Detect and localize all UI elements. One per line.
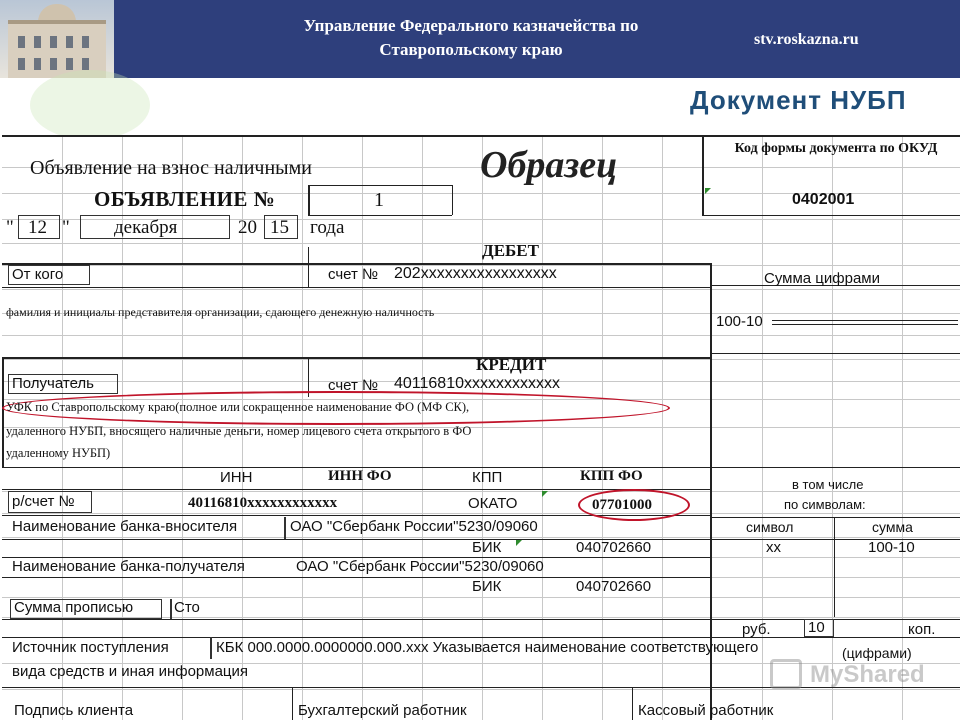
debit-account-label: счет № — [328, 266, 379, 283]
date-year: 15 — [270, 217, 289, 238]
recipient-bank: ОАО "Сбербанк России"5230/09060 — [296, 558, 544, 575]
debit-account: 202xxxxxxxxxxxxxxxxx — [394, 265, 557, 282]
sum-words-value: Сто — [174, 599, 200, 616]
okato-label: ОКАТО — [468, 495, 518, 512]
highlight-oval-okato — [578, 489, 690, 521]
recipient-bik-label: БИК — [472, 578, 502, 595]
recipient-bik: 040702660 — [576, 578, 652, 595]
credit-heading: КРЕДИТ — [476, 355, 547, 374]
header-title: Управление Федерального казначейства по Ставропольскому краю — [303, 16, 639, 59]
sample-stamp: Образец — [480, 144, 618, 186]
amount-value: 100-10 — [716, 313, 763, 330]
debit-heading: ДЕБЕТ — [482, 241, 539, 260]
sum-digits-label: Сумма цифрами — [764, 270, 880, 287]
date-year-prefix: 20 — [238, 217, 257, 238]
sum-header: сумма — [872, 519, 913, 535]
recipient-label: Получатель — [12, 375, 94, 392]
okud-code: 0402001 — [792, 191, 855, 208]
document-title: Документ НУБП — [690, 85, 907, 115]
symbol-header: символ — [746, 519, 794, 535]
kpp-value: КПП ФО — [580, 468, 643, 484]
rs-label: р/счет № — [12, 493, 75, 510]
incl-label-2: по символам: — [784, 497, 866, 512]
watermark-text: MyShared — [810, 661, 925, 688]
recipient-bank-label: Наименование банка-получателя — [12, 558, 245, 575]
okud-label: Код формы документа по ОКУД — [734, 141, 938, 156]
recipient-line-3: удаленному НУБП) — [6, 446, 111, 460]
kpp-label: КПП — [472, 469, 503, 486]
myshared-watermark — [770, 655, 930, 695]
green-marker — [516, 540, 522, 546]
date-month: декабря — [114, 217, 178, 238]
cashier-label: Кассовый работник — [638, 702, 774, 719]
payer-bank-label: Наименование банка-вносителя — [12, 518, 238, 535]
source-label: Источник поступления — [12, 639, 169, 656]
date-quote-close: " — [62, 217, 70, 238]
digits-note: (цифрами) — [842, 645, 912, 661]
building-photo — [0, 0, 114, 78]
okato-value: 07701000 — [592, 497, 652, 513]
source-line-2: вида средств и иная информация — [12, 663, 249, 680]
notice-label: ОБЪЯВЛЕНИЕ № — [94, 187, 276, 211]
recipient-line-2: удаленного НУБП, вносящего наличные деньги, номер лицевого счета открытого в ФО — [6, 424, 472, 438]
kop-value: 10 — [808, 619, 825, 636]
payer-bik: 040702660 — [576, 539, 652, 556]
kop-label: коп. — [908, 621, 936, 638]
credit-account-label: счет № — [328, 377, 379, 394]
green-marker — [705, 188, 711, 194]
green-marker — [542, 491, 548, 497]
sum-words-label: Сумма прописью — [14, 599, 134, 616]
client-signature-label: Подпись клиента — [14, 702, 134, 719]
date-day: 12 — [28, 217, 47, 238]
credit-account: 40116810xxxxxxxxxxxx — [394, 375, 560, 392]
inn-value: ИНН ФО — [328, 468, 392, 484]
from-label: От кого — [12, 266, 64, 283]
date-quote-open: " — [6, 217, 14, 238]
decorative-swirl — [30, 70, 150, 140]
rs-value: 40116810xxxxxxxxxxxx — [188, 495, 338, 511]
payer-bik-label: БИК — [472, 539, 502, 556]
notice-number: 1 — [374, 189, 384, 211]
header-site-link[interactable]: stv.roskazna.ru — [754, 31, 859, 48]
payer-bank: ОАО "Сбербанк России"5230/09060 — [290, 518, 538, 535]
announcement-heading: Объявление на взнос наличными — [30, 157, 312, 179]
inn-label: ИНН — [220, 469, 253, 486]
cash-deposit-form — [2, 135, 960, 720]
symbol-value: хх — [766, 539, 781, 556]
accountant-label: Бухгалтерский работник — [298, 702, 467, 719]
incl-label-1: в том числе — [792, 477, 864, 492]
date-suffix: года — [310, 217, 345, 238]
presentation-icon — [770, 659, 802, 689]
rub-label: руб. — [742, 621, 771, 638]
source-value: КБК 000.0000.0000000.000.xxx Указывается наименование соответствующего — [216, 639, 759, 656]
symbol-sum: 100-10 — [868, 539, 915, 556]
recipient-line-1: УФК по Ставропольскому краю(полное или сокращенное наименование ФО (МФ СК), — [6, 400, 470, 414]
payer-note: фамилия и инициалы представителя организации, сдающего денежную наличность — [6, 305, 435, 319]
slide-header — [0, 0, 960, 78]
